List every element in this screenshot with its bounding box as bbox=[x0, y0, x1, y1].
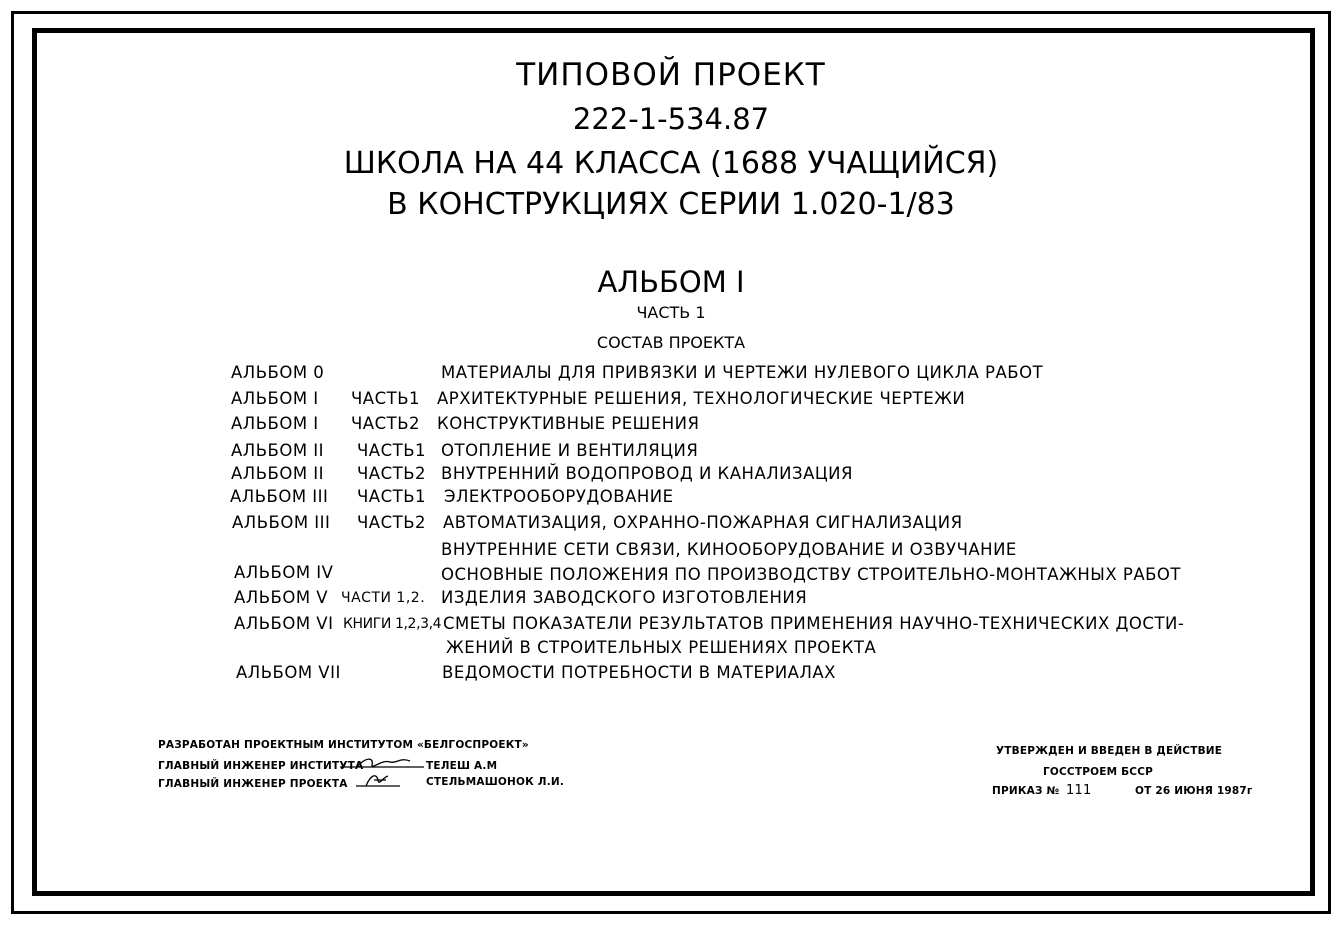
contents-part: ЧАСТЬ1 bbox=[351, 389, 421, 408]
contents-album: АЛЬБОМ II bbox=[231, 464, 325, 483]
order-label: ПРИКАЗ № bbox=[992, 785, 1060, 797]
contents-album: АЛЬБОМ I bbox=[231, 389, 319, 408]
chief-engineer-project-label: ГЛАВНЫЙ ИНЖЕНЕР ПРОЕКТА bbox=[158, 778, 348, 790]
contents-part: КНИГИ 1,2,3,4 bbox=[343, 616, 442, 632]
contents-album: АЛЬБОМ III bbox=[232, 513, 331, 532]
contents-album: АЛЬБОМ VII bbox=[236, 663, 341, 682]
contents-album: АЛЬБОМ V bbox=[234, 588, 329, 607]
project-number: 222-1-534.87 bbox=[572, 102, 770, 136]
contents-album: АЛЬБОМ 0 bbox=[231, 363, 325, 382]
contents-text: ИЗДЕЛИЯ ЗАВОДСКОГО ИЗГОТОВЛЕНИЯ bbox=[441, 588, 808, 607]
contents-part: ЧАСТЬ1 bbox=[357, 487, 427, 506]
album-part: ЧАСТЬ 1 bbox=[636, 303, 706, 322]
contents-text: МАТЕРИАЛЫ ДЛЯ ПРИВЯЗКИ И ЧЕРТЕЖИ НУЛЕВОГО ЦИКЛА РАБОТ bbox=[441, 363, 1044, 382]
contents-text: ЖЕНИЙ В СТРОИТЕЛЬНЫХ РЕШЕНИЯХ ПРОЕКТА bbox=[446, 638, 877, 657]
contents-text: АРХИТЕКТУРНЫЕ РЕШЕНИЯ, ТЕХНОЛОГИЧЕСКИЕ ЧЕРТЕЖИ bbox=[437, 389, 966, 408]
contents-text: ВНУТРЕННИЙ ВОДОПРОВОД И КАНАЛИЗАЦИЯ bbox=[441, 464, 853, 483]
contents-text: АВТОМАТИЗАЦИЯ, ОХРАННО-ПОЖАРНАЯ СИГНАЛИЗАЦИЯ bbox=[443, 513, 963, 532]
order-number: 111 bbox=[1066, 783, 1092, 798]
contents-part: ЧАСТЬ1 bbox=[357, 441, 427, 460]
contents-album: АЛЬБОМ III bbox=[230, 487, 329, 506]
approval-text: УТВЕРЖДЕН И ВВЕДЕН В ДЕЙСТВИЕ bbox=[996, 745, 1223, 757]
signature-project bbox=[352, 770, 404, 792]
contents-part: ЧАСТИ 1,2. bbox=[341, 590, 426, 606]
contents-album: АЛЬБОМ II bbox=[231, 441, 325, 460]
album-title: АЛЬБОМ I bbox=[597, 265, 745, 299]
chief-engineer-project-name: СТЕЛЬМАШОНОК Л.И. bbox=[426, 776, 565, 788]
chief-engineer-institute-label: ГЛАВНЫЙ ИНЖЕНЕР ИНСТИТУТА bbox=[158, 760, 364, 772]
contents-part: ЧАСТЬ2 bbox=[357, 513, 427, 532]
contents-text: ЭЛЕКТРООБОРУДОВАНИЕ bbox=[444, 487, 674, 506]
contents-text: ОСНОВНЫЕ ПОЛОЖЕНИЯ ПО ПРОИЗВОДСТВУ СТРОИТЕЛЬНО-МОНТАЖНЫХ РАБОТ bbox=[441, 565, 1181, 584]
developed-by: РАЗРАБОТАН ПРОЕКТНЫМ ИНСТИТУТОМ «БЕЛГОСПРОЕКТ» bbox=[158, 739, 529, 751]
contents-text: ОТОПЛЕНИЕ И ВЕНТИЛЯЦИЯ bbox=[441, 441, 699, 460]
contents-part: ЧАСТЬ2 bbox=[357, 464, 427, 483]
order-date: ОТ 26 ИЮНЯ 1987г bbox=[1135, 785, 1253, 797]
approval-authority: ГОССТРОЕМ БССР bbox=[1043, 766, 1153, 778]
chief-engineer-institute-name: ТЕЛЕШ А.М bbox=[426, 760, 498, 772]
project-series: В КОНСТРУКЦИЯХ СЕРИИ 1.020-1/83 bbox=[387, 187, 955, 222]
contents-text: СМЕТЫ ПОКАЗАТЕЛИ РЕЗУЛЬТАТОВ ПРИМЕНЕНИЯ НАУЧНО-ТЕХНИЧЕСКИХ ДОСТИ- bbox=[443, 614, 1185, 633]
contents-text: КОНСТРУКТИВНЫЕ РЕШЕНИЯ bbox=[437, 414, 700, 433]
contents-album: АЛЬБОМ I bbox=[231, 414, 319, 433]
contents-album: АЛЬБОМ VI bbox=[234, 614, 334, 633]
contents-text: ВНУТРЕННИЕ СЕТИ СВЯЗИ, КИНООБОРУДОВАНИЕ И ОЗВУЧАНИЕ bbox=[441, 540, 1017, 559]
contents-title: СОСТАВ ПРОЕКТА bbox=[596, 333, 746, 352]
contents-album: АЛЬБОМ IV bbox=[234, 563, 334, 582]
contents-text: ВЕДОМОСТИ ПОТРЕБНОСТИ В МАТЕРИАЛАХ bbox=[442, 663, 836, 682]
project-name: ШКОЛА НА 44 КЛАССА (1688 УЧАЩИЙСЯ) bbox=[343, 146, 999, 181]
project-type-title: ТИПОВОЙ ПРОЕКТ bbox=[516, 57, 826, 93]
contents-part: ЧАСТЬ2 bbox=[351, 414, 421, 433]
